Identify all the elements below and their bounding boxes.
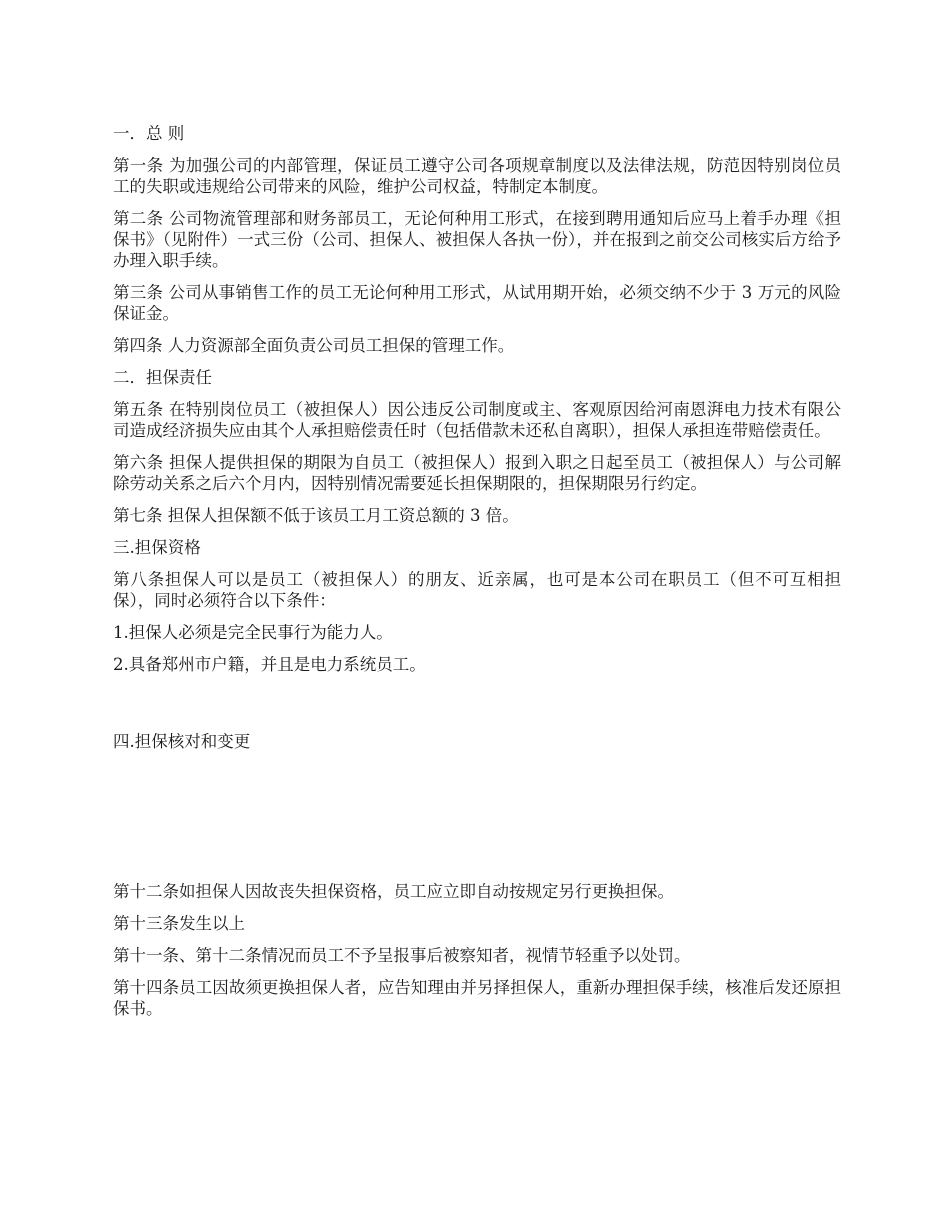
article-11-12-note: 第十一条、第十二条情况而员工不予呈报事后被察知者，视情节轻重予以处罚。	[113, 946, 691, 965]
article-5: 第五条 在特别岗位员工（被担保人）因公违反公司制度或主、客观原因给河南恩湃电力技术有限公司造成经济损失应由其个人承担赔偿责任时（包括借款未还私自离职），担保人承担连带赔偿责任。	[113, 400, 841, 440]
spacer	[113, 686, 841, 731]
condition-1: 1.担保人必须是完全民事行为能力人。	[113, 623, 393, 642]
document-page	[113, 123, 841, 1030]
condition-2: 2.具备郑州市户籍，并且是电力系统员工。	[113, 655, 426, 674]
article-14: 第十四条员工因故须更换担保人者，应告知理由并另择担保人，重新办理担保手续，核准后发还原担保书。	[113, 978, 841, 1018]
section-3-title: 三.担保资格	[113, 538, 201, 557]
article-6: 第六条 担保人提供担保的期限为自员工（被担保人）报到入职之日起至员工（被担保人）与公司解除劳动关系之后六个月内，因特别情况需要延长担保期限的，担保期限另行约定。	[113, 453, 841, 493]
article-2: 第二条 公司物流管理部和财务部员工，无论何种用工形式，在接到聘用通知后应马上着手办理《担保书》（见附件）一式三份（公司、担保人、被担保人各执一份），并在报到之前交公司核实后方给予办理入职手续。	[113, 209, 841, 270]
section-2-title: 二．担保责任	[113, 368, 212, 387]
spacer	[113, 763, 841, 881]
article-4: 第四条 人力资源部全面负责公司员工担保的管理工作。	[113, 336, 515, 355]
article-13: 第十三条发生以上	[113, 914, 245, 933]
article-7: 第七条 担保人担保额不低于该员工月工资总额的 3 倍。	[113, 506, 519, 525]
section-4-title: 四.担保核对和变更	[113, 732, 251, 751]
article-3: 第三条 公司从事销售工作的员工无论何种用工形式，从试用期开始，必须交纳不少于 3 万元的风险保证金。	[113, 283, 841, 323]
article-1: 第一条 为加强公司的内部管理，保证员工遵守公司各项规章制度以及法律法规，防范因特别岗位员工的失职或违规给公司带来的风险，维护公司权益，特制定本制度。	[113, 156, 841, 196]
section-1-title: 一．总 则	[113, 124, 185, 143]
article-12: 第十二条如担保人因故丧失担保资格，员工应立即自动按规定另行更换担保。	[113, 882, 674, 901]
article-8: 第八条担保人可以是员工（被担保人）的朋友、近亲属，也可是本公司在职员工（但不可互相担保），同时必须符合以下条件：	[113, 570, 841, 610]
